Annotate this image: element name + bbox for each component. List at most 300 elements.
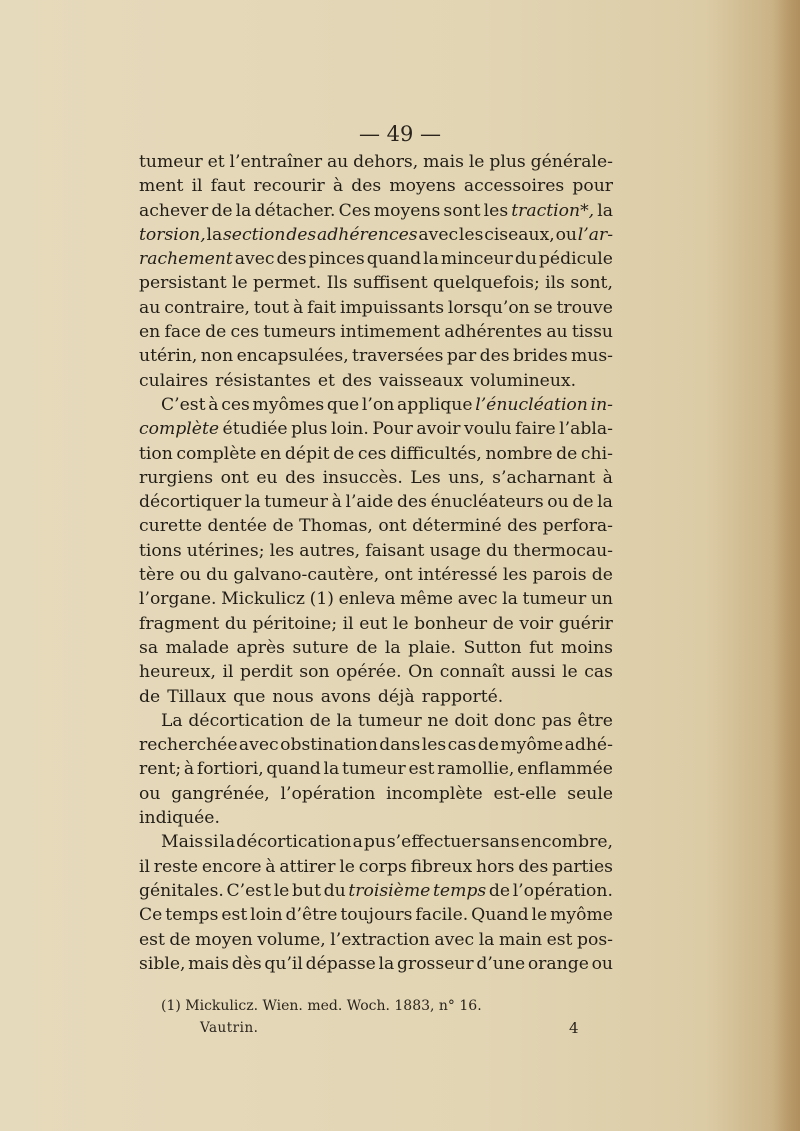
word: pinces xyxy=(308,249,365,270)
body-text xyxy=(139,150,613,976)
word: des xyxy=(396,492,427,513)
text-line xyxy=(139,928,613,952)
word: loin. xyxy=(330,419,369,440)
word: ramollie, xyxy=(437,759,515,780)
word: déjà xyxy=(377,686,415,707)
text-line xyxy=(139,563,613,587)
word: du xyxy=(224,613,247,634)
word: après xyxy=(236,637,285,658)
word: donc xyxy=(493,710,536,731)
word: facile. xyxy=(415,905,469,926)
word: les xyxy=(458,224,484,245)
word: rurgiens xyxy=(139,467,214,488)
word: cas xyxy=(447,735,477,756)
word: persistant xyxy=(139,273,227,294)
text-line xyxy=(139,879,613,903)
word: chi- xyxy=(580,443,613,464)
word: quand xyxy=(266,759,321,780)
word: l’opération xyxy=(280,783,376,804)
word: recourir xyxy=(253,176,325,197)
word: tissu xyxy=(571,322,613,343)
word: perdit xyxy=(239,662,293,683)
text-line xyxy=(139,952,613,976)
word: le xyxy=(392,613,409,634)
word: péritoine; xyxy=(252,613,338,634)
word: ou xyxy=(591,953,613,974)
word: fut xyxy=(529,637,554,658)
word: tumeur xyxy=(139,152,203,172)
word: difficultés, xyxy=(390,443,482,464)
word: cas xyxy=(584,662,613,683)
word: a xyxy=(352,832,363,853)
word: ces xyxy=(221,394,250,415)
word: C’est xyxy=(226,880,272,901)
word: Ces xyxy=(338,200,371,221)
page-edge-shadow xyxy=(772,0,800,1131)
word: ou xyxy=(555,224,577,245)
word: des xyxy=(286,224,317,245)
word: bonheur xyxy=(414,613,488,634)
word: l’aide xyxy=(345,492,394,513)
word: du xyxy=(514,249,537,270)
word: est xyxy=(546,929,573,950)
word: doit xyxy=(454,710,489,731)
word: si xyxy=(204,832,219,853)
word: torsion, xyxy=(139,224,206,245)
word: du xyxy=(323,880,346,901)
word: myômes xyxy=(252,394,325,415)
text-line xyxy=(139,757,613,781)
word: complète xyxy=(176,443,257,464)
word: sible, xyxy=(139,953,186,974)
word: que xyxy=(233,686,266,707)
text-line xyxy=(139,660,613,684)
text-line xyxy=(139,636,613,660)
word: le xyxy=(273,880,290,901)
word: au xyxy=(546,322,568,343)
word: nombre xyxy=(485,443,553,464)
word: hors xyxy=(476,856,515,877)
word: dès xyxy=(231,953,262,974)
word: suture xyxy=(292,637,349,658)
word: Ce xyxy=(139,905,163,926)
word: tions xyxy=(139,540,182,561)
word: du xyxy=(206,565,229,586)
word: ont xyxy=(220,467,249,488)
word: connaît xyxy=(439,662,505,683)
word: d’être xyxy=(285,905,338,926)
word: ou xyxy=(139,783,161,804)
text-line xyxy=(139,417,613,441)
word: applique xyxy=(397,394,473,415)
text-line xyxy=(139,490,613,514)
word: un xyxy=(590,589,613,610)
text-line xyxy=(139,344,613,368)
word: ils xyxy=(545,273,565,294)
word: loin xyxy=(250,905,283,926)
word: s’effectuer xyxy=(386,832,480,853)
word: de xyxy=(309,710,331,731)
text-line xyxy=(139,174,613,198)
word: il xyxy=(139,856,150,877)
word: étudiée xyxy=(222,419,288,440)
word: but xyxy=(292,880,321,901)
word: et xyxy=(317,370,335,391)
word: adhé- xyxy=(564,735,613,756)
word: avec xyxy=(234,249,275,270)
word: tumeur xyxy=(522,589,587,610)
word: voulu xyxy=(463,419,512,440)
word: encore xyxy=(201,856,262,877)
word: impuissants xyxy=(339,297,445,318)
word: plus xyxy=(291,419,328,440)
word: son xyxy=(299,662,330,683)
word: de xyxy=(477,735,499,756)
word: des xyxy=(341,370,372,391)
word: encapsulées, xyxy=(236,346,349,367)
text-line xyxy=(139,514,613,538)
word: au xyxy=(139,297,161,318)
word: pu xyxy=(363,832,386,853)
word: fragment xyxy=(139,613,220,634)
text-line xyxy=(139,150,613,174)
word: de xyxy=(272,516,294,537)
word: l’organe. xyxy=(139,589,217,610)
printer-signature: Vautrin. xyxy=(200,1020,259,1036)
word: fortiori, xyxy=(196,759,264,780)
word: permet. xyxy=(253,273,322,294)
word: la xyxy=(219,832,236,853)
word: dehors, xyxy=(353,152,419,172)
word: avons xyxy=(320,686,371,707)
word: complète xyxy=(139,419,220,440)
word: pour xyxy=(572,176,613,197)
text-line xyxy=(139,442,613,466)
word: tère xyxy=(139,565,175,586)
word: nous xyxy=(272,686,314,707)
word: des xyxy=(479,346,510,367)
word: voir xyxy=(519,613,554,634)
text-line xyxy=(139,539,613,563)
word: se xyxy=(533,297,553,318)
word: s’acharnant xyxy=(492,467,596,488)
word: tion xyxy=(139,443,173,464)
word: sa xyxy=(139,637,159,658)
word: la xyxy=(206,224,223,245)
word: gangrénée, xyxy=(171,783,270,804)
word: incomplète xyxy=(386,783,483,804)
word: ou xyxy=(179,565,202,586)
word: la xyxy=(323,759,340,780)
word: moins xyxy=(560,637,613,658)
text-line xyxy=(139,806,613,830)
word: avec xyxy=(238,735,279,756)
word: myôme xyxy=(550,905,613,926)
word: est xyxy=(221,905,248,926)
text-line xyxy=(139,709,613,733)
word: curette xyxy=(139,516,203,537)
word: générale- xyxy=(530,152,613,172)
word: déterminé xyxy=(412,516,502,537)
word: la xyxy=(384,637,401,658)
word: dentée xyxy=(207,516,268,537)
word: malade xyxy=(165,637,230,658)
word: eu xyxy=(256,467,278,488)
word: Quand xyxy=(471,905,529,926)
word: pédicule xyxy=(538,249,613,270)
word: de xyxy=(488,880,511,901)
word: le xyxy=(562,662,578,683)
word: en xyxy=(139,322,161,343)
word: contraire, xyxy=(164,297,250,318)
word: est xyxy=(139,929,165,950)
word: l’énucléation xyxy=(475,394,588,415)
word: myôme xyxy=(500,735,564,756)
word: de xyxy=(356,637,378,658)
text-line xyxy=(139,271,613,295)
word: la xyxy=(478,929,495,950)
word: usage xyxy=(429,540,481,561)
signature-number: 4 xyxy=(569,1019,579,1037)
word: le xyxy=(468,152,485,172)
word: temps xyxy=(432,880,487,901)
word: énucléateurs xyxy=(430,492,544,513)
word: la xyxy=(378,953,395,974)
word: moyens xyxy=(389,176,456,197)
word: culaires xyxy=(139,370,209,391)
word: avec xyxy=(418,224,459,245)
word: sans xyxy=(480,832,520,853)
word: dans xyxy=(379,735,421,756)
text-line xyxy=(139,733,613,757)
word: est-elle xyxy=(493,783,557,804)
word: main xyxy=(498,929,543,950)
text-line xyxy=(139,393,613,417)
word: mais xyxy=(423,152,464,172)
word: est xyxy=(408,759,435,780)
word: dépasse xyxy=(305,953,376,974)
text-line xyxy=(139,199,613,223)
word: opérée. xyxy=(336,662,402,683)
word: le xyxy=(339,856,355,877)
word: brides xyxy=(512,346,568,367)
word: ces xyxy=(230,322,260,343)
word: de xyxy=(591,565,613,586)
word: adhérentes xyxy=(444,322,543,343)
word: Sutton xyxy=(463,637,522,658)
word: l’extraction xyxy=(330,929,430,950)
word: grosseur xyxy=(396,953,474,974)
word: reste xyxy=(153,856,199,877)
word: parois xyxy=(532,565,587,586)
text-line xyxy=(139,903,613,927)
word: de xyxy=(333,443,355,464)
word: La xyxy=(161,710,183,731)
word: être xyxy=(577,710,613,731)
word: seule xyxy=(567,783,613,804)
word: lorsqu’on xyxy=(447,297,530,318)
word: galvano-cautère, xyxy=(233,565,380,586)
word: d’une xyxy=(476,953,526,974)
word: des xyxy=(276,249,307,270)
footnote: (1) Mickulicz. Wien. med. Woch. 1883, n° 16. xyxy=(161,998,482,1014)
text-line xyxy=(139,320,613,344)
word: mais xyxy=(188,953,230,974)
word: adhérences xyxy=(317,224,418,245)
word: enleva xyxy=(338,589,396,610)
word: sont, xyxy=(570,273,613,294)
word: orange xyxy=(527,953,589,974)
text-line xyxy=(139,369,613,393)
word: du xyxy=(486,540,509,561)
word: les xyxy=(421,735,447,756)
word: recherchée xyxy=(139,735,238,756)
word: et xyxy=(207,152,225,172)
word: la xyxy=(502,589,518,610)
word: aussi xyxy=(511,662,556,683)
word: accessoires xyxy=(463,176,565,197)
word: guérir xyxy=(558,613,613,634)
word: vaisseaux xyxy=(378,370,464,391)
word: obstination xyxy=(280,735,378,756)
word: fibreux xyxy=(410,856,473,877)
word: Ils xyxy=(326,273,348,294)
word: tumeur xyxy=(264,492,328,513)
word: faut xyxy=(210,176,246,197)
word: Les xyxy=(410,467,441,488)
word: de xyxy=(211,200,233,221)
word: au xyxy=(326,152,349,172)
word: de xyxy=(492,613,514,634)
word: la xyxy=(597,492,613,513)
word: utérines; xyxy=(186,540,265,561)
word: suffisent xyxy=(353,273,428,294)
word: génitales. xyxy=(139,880,224,901)
word: temps xyxy=(165,905,219,926)
word: de xyxy=(572,492,594,513)
text-line xyxy=(139,830,613,854)
page-number: — 49 — xyxy=(358,122,442,146)
word: Thomas, xyxy=(299,516,373,537)
word: la xyxy=(336,710,353,731)
word: à xyxy=(331,492,342,513)
word: le xyxy=(232,273,248,294)
word: avec xyxy=(434,929,475,950)
text-line xyxy=(139,782,613,806)
word: fait xyxy=(307,297,337,318)
word: Pour xyxy=(372,419,413,440)
word: tumeurs xyxy=(263,322,336,343)
word: attirer xyxy=(279,856,336,877)
word: troisième xyxy=(348,880,431,901)
word: tumeur xyxy=(357,710,422,731)
word: section xyxy=(222,224,286,245)
word: rent; xyxy=(139,759,182,780)
word: il xyxy=(191,176,203,197)
word: ces xyxy=(357,443,387,464)
word: même xyxy=(400,589,454,610)
text-line xyxy=(139,685,613,709)
word: ne xyxy=(427,710,449,731)
word: minceur xyxy=(440,249,513,270)
word: toujours xyxy=(340,905,413,926)
word: rapporté. xyxy=(421,686,504,707)
word: On xyxy=(408,662,434,683)
word: décortiquer xyxy=(139,492,242,513)
word: l’entraîner xyxy=(229,152,323,172)
text-line xyxy=(139,855,613,879)
word: perfora- xyxy=(542,516,613,537)
word: le xyxy=(531,905,548,926)
word: quand xyxy=(366,249,422,270)
word: des xyxy=(285,467,316,488)
word: les xyxy=(269,540,295,561)
word: Tillaux xyxy=(167,686,227,707)
word: avoir xyxy=(416,419,461,440)
word: l’ar- xyxy=(577,224,613,245)
word: des xyxy=(518,856,549,877)
word: indiquée. xyxy=(139,808,220,829)
text-line xyxy=(139,223,613,247)
word: il xyxy=(342,613,354,634)
word: à xyxy=(208,394,219,415)
word: des xyxy=(351,176,382,197)
word: à xyxy=(602,467,613,488)
word: trouve xyxy=(556,297,613,318)
word: des xyxy=(507,516,538,537)
word: qu’il xyxy=(264,953,303,974)
word: décortication xyxy=(236,832,352,853)
word: l’abla- xyxy=(559,419,613,440)
word: intéressé xyxy=(417,565,498,586)
word: intimement xyxy=(340,322,441,343)
word: la xyxy=(597,200,613,221)
word: avec xyxy=(457,589,498,610)
word: moyen xyxy=(195,929,253,950)
word: par xyxy=(446,346,477,367)
text-line xyxy=(139,466,613,490)
word: eut xyxy=(359,613,388,634)
word: de xyxy=(169,929,191,950)
word: la xyxy=(244,492,261,513)
word: corps xyxy=(358,856,407,877)
word: thermocau- xyxy=(513,540,613,561)
text-line xyxy=(139,587,613,611)
word: in- xyxy=(590,394,613,415)
word: uns, xyxy=(448,467,485,488)
word: à xyxy=(332,176,344,197)
word: pos- xyxy=(576,929,613,950)
word: de xyxy=(139,686,161,707)
word: à xyxy=(183,759,195,780)
word: encombre, xyxy=(520,832,613,853)
word: Mickulicz xyxy=(221,589,305,610)
word: face xyxy=(164,322,201,343)
word: rachement xyxy=(139,249,233,270)
word: la xyxy=(423,249,439,270)
word: (1) xyxy=(309,589,334,610)
word: Mais xyxy=(161,832,204,853)
word: ont xyxy=(378,516,407,537)
word: traversées xyxy=(352,346,444,367)
word: il xyxy=(222,662,234,683)
text-line xyxy=(139,612,613,636)
word: plaie. xyxy=(408,637,457,658)
text-line xyxy=(139,247,613,271)
word: décortication xyxy=(188,710,304,731)
word: faisant xyxy=(365,540,425,561)
word: heureux, xyxy=(139,662,216,683)
